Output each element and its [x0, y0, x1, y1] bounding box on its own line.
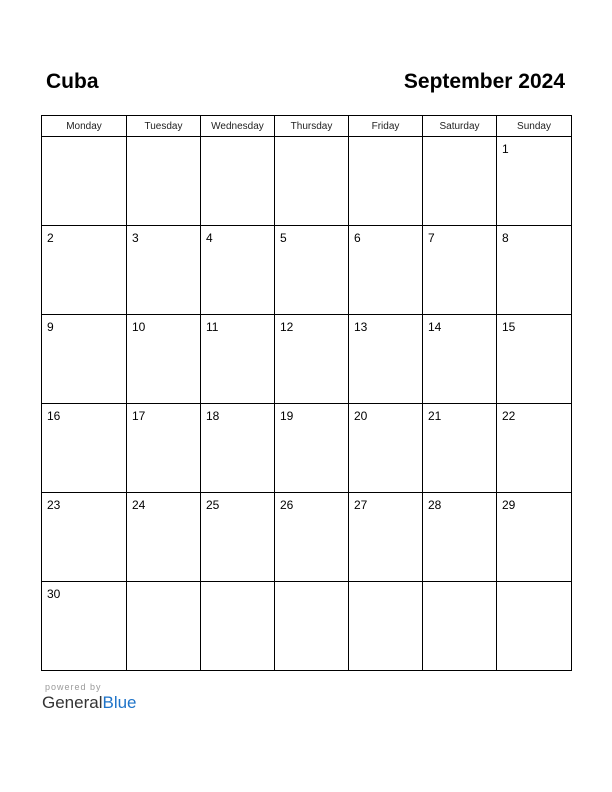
weekday-wednesday: Wednesday — [201, 116, 275, 137]
day-cell — [275, 404, 349, 493]
day-number: 20 — [354, 409, 368, 423]
day-number: 6 — [354, 231, 361, 245]
week-row — [42, 404, 572, 493]
week-row — [42, 582, 572, 671]
day-cell — [275, 137, 349, 226]
day-number: 10 — [132, 320, 146, 334]
day-number: 17 — [132, 409, 146, 423]
day-cell — [423, 226, 497, 315]
day-cell — [201, 315, 275, 404]
calendar-grid — [41, 115, 572, 671]
day-cell — [349, 582, 423, 671]
day-number: 12 — [280, 320, 294, 334]
day-cell — [349, 315, 423, 404]
day-cell — [201, 493, 275, 582]
day-cell — [275, 226, 349, 315]
day-number: 22 — [502, 409, 516, 423]
day-number: 25 — [206, 498, 220, 512]
day-cell — [349, 226, 423, 315]
day-number: 27 — [354, 498, 368, 512]
week-row — [42, 226, 572, 315]
day-number: 29 — [502, 498, 516, 512]
day-cell — [201, 404, 275, 493]
day-cell — [275, 315, 349, 404]
day-cell — [497, 404, 572, 493]
calendar-header — [46, 70, 565, 98]
day-cell — [127, 226, 201, 315]
day-number: 4 — [206, 231, 213, 245]
week-row — [42, 493, 572, 582]
day-cell — [497, 493, 572, 582]
day-cell — [497, 582, 572, 671]
weekday-thursday: Thursday — [275, 116, 349, 137]
day-cell — [201, 137, 275, 226]
day-cell — [497, 226, 572, 315]
week-row — [42, 315, 572, 404]
country-title: Cuba — [46, 70, 99, 93]
day-cell — [275, 582, 349, 671]
month-year-title: September 2024 — [403, 70, 565, 93]
day-number: 16 — [47, 409, 61, 423]
day-number: 23 — [47, 498, 61, 512]
day-number: 5 — [280, 231, 287, 245]
day-number: 2 — [47, 231, 54, 245]
day-cell — [127, 315, 201, 404]
week-row — [42, 137, 572, 226]
day-number: 3 — [132, 231, 139, 245]
day-cell — [42, 315, 127, 404]
day-number: 7 — [428, 231, 435, 245]
day-cell — [42, 137, 127, 226]
day-number: 24 — [132, 498, 146, 512]
weekday-tuesday: Tuesday — [127, 116, 201, 137]
weekday-saturday: Saturday — [423, 116, 497, 137]
weekday-friday: Friday — [349, 116, 423, 137]
day-cell — [497, 137, 572, 226]
day-number: 30 — [47, 587, 61, 601]
day-cell — [349, 404, 423, 493]
day-cell — [349, 137, 423, 226]
brand-blue-text: Blue — [102, 693, 137, 712]
day-cell — [275, 493, 349, 582]
day-cell — [42, 493, 127, 582]
day-number: 19 — [280, 409, 294, 423]
weekday-sunday: Sunday — [497, 116, 572, 137]
day-number: 11 — [206, 320, 219, 334]
brand-general-text: General — [42, 693, 103, 712]
day-cell — [423, 404, 497, 493]
day-number: 26 — [280, 498, 294, 512]
day-cell — [127, 493, 201, 582]
day-number: 9 — [47, 320, 54, 334]
day-cell — [423, 315, 497, 404]
day-cell — [127, 582, 201, 671]
day-number: 1 — [502, 142, 509, 156]
day-cell — [42, 226, 127, 315]
day-cell — [42, 404, 127, 493]
day-cell — [201, 582, 275, 671]
day-number: 13 — [354, 320, 368, 334]
day-cell — [42, 582, 127, 671]
day-number: 15 — [502, 320, 516, 334]
day-number: 21 — [428, 409, 442, 423]
day-cell — [127, 137, 201, 226]
weekday-header-row — [42, 116, 572, 137]
powered-by-text: powered by — [45, 682, 102, 692]
day-cell — [201, 226, 275, 315]
day-cell — [127, 404, 201, 493]
day-cell — [349, 493, 423, 582]
footer — [42, 682, 137, 713]
day-number: 8 — [502, 231, 509, 245]
day-cell — [423, 137, 497, 226]
day-number: 14 — [428, 320, 442, 334]
weekday-monday: Monday — [42, 116, 127, 137]
day-cell — [497, 315, 572, 404]
day-cell — [423, 493, 497, 582]
day-cell — [423, 582, 497, 671]
day-number: 18 — [206, 409, 220, 423]
day-number: 28 — [428, 498, 442, 512]
generalblue-logo[interactable] — [42, 693, 137, 713]
